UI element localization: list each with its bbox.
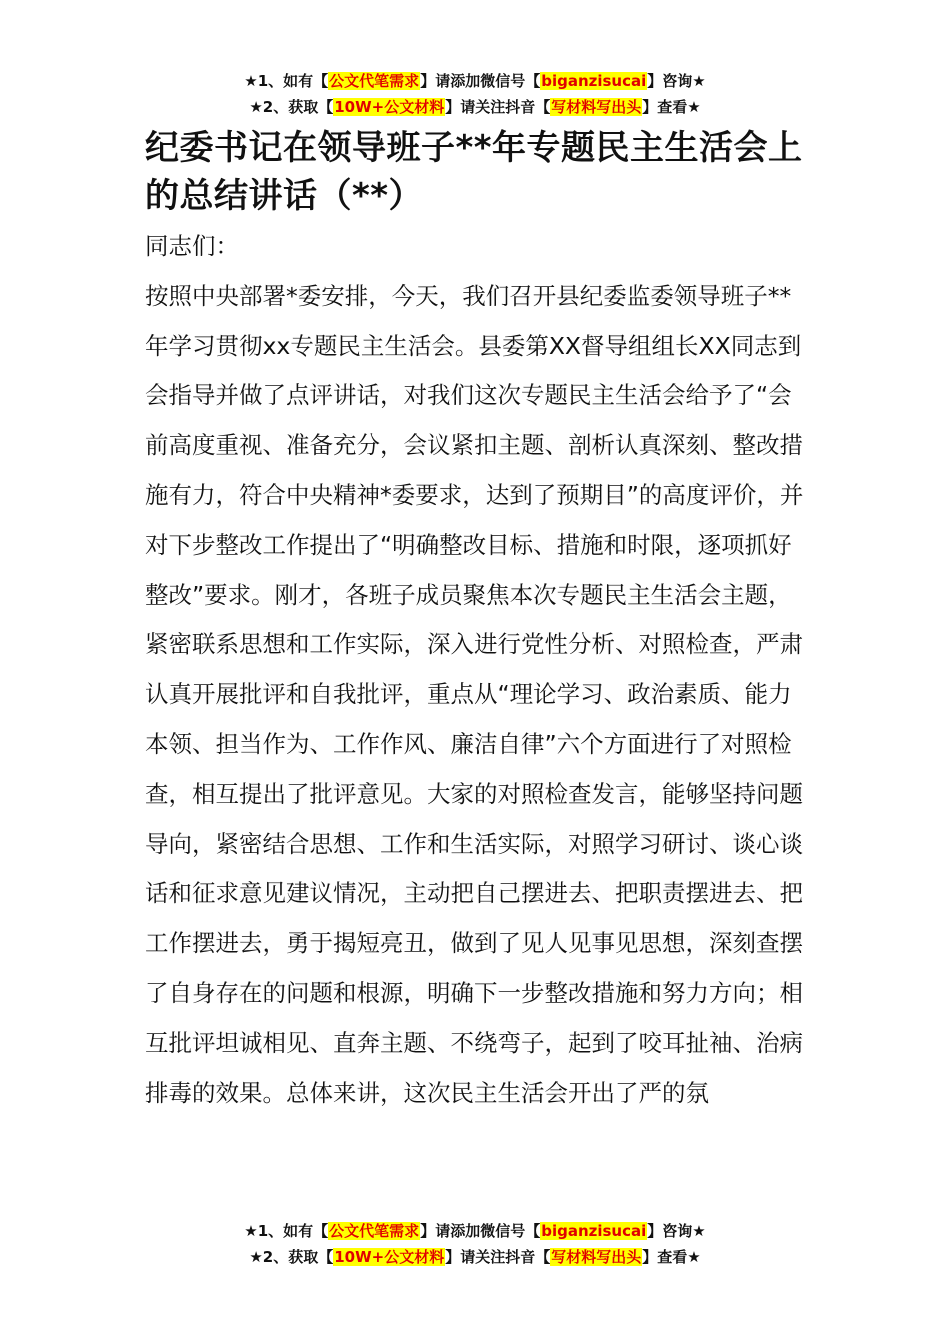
highlight-service: 公文代笔需求	[329, 72, 420, 90]
highlight-materials: 10W+公文材料	[334, 98, 445, 116]
highlight-wechat-id: biganzisucai	[541, 1222, 647, 1240]
promo-text: 】查看★	[642, 98, 701, 116]
promo-text: ★2、获取【	[249, 98, 334, 116]
highlight-douyin-account: 写材料写出头	[551, 1248, 642, 1266]
promo-text: 】咨询★	[647, 72, 706, 90]
promo-line-1	[0, 1218, 950, 1244]
promo-text: ★1、如有【	[244, 1222, 329, 1240]
top-promo-banner	[0, 68, 950, 120]
promo-text: 】咨询★	[647, 1222, 706, 1240]
promo-text: 】请添加微信号【	[420, 1222, 541, 1240]
promo-line-1	[0, 68, 950, 94]
promo-line-2	[0, 1244, 950, 1270]
promo-line-2	[0, 94, 950, 120]
promo-text: 】查看★	[642, 1248, 701, 1266]
highlight-materials: 10W+公文材料	[334, 1248, 445, 1266]
bottom-promo-banner	[0, 1218, 950, 1270]
body-paragraph: 按照中央部署*委安排，今天，我们召开县纪委监委领导班子**年学习贯彻xx专题民主生活会。县委第XX督导组组长XX同志到会指导并做了点评讲话，对我们这次专题民主生活会给予了“会前高度重视、准备充分，会议紧扣主题、剖析认真深刻、整改措施有力，符合中央精神*委要求，达到了预期目”的高度评价，并对下步整改工作提出了“明确整改目标、措施和时限，逐项抓好整改”要求。刚才，各班子成员聚焦本次专题民主生活会主题，紧密联系思想和工作实际，深入进行党性分析、对照检查，严肃认真开展批评和自我批评，重点从“理论学习、政治素质、能力本领、担当作为、工作作风、廉洁自律”六个方面进行了对照检查，相互提出了批评意见。大家的对照检查发言，能够坚持问题导向，紧密结合思想、工作和生活实际，对照学习研讨、谈心谈话和征求意见建议情况，主动把自己摆进去、把职责摆进去、把工作摆进去，勇于揭短亮丑，做到了见人见事见思想，深刻查摆了自身存在的问题和根源，明确下一步整改措施和努力方向；相互批评坦诚相见、直奔主题、不绕弯子，起到了咬耳扯袖、治病排毒的效果。总体来讲，这次民主生活会开出了严的氛	[145, 281, 804, 1107]
highlight-wechat-id: biganzisucai	[541, 72, 647, 90]
salutation: 同志们：	[145, 232, 239, 260]
document-body	[145, 222, 805, 1118]
document-title: 纪委书记在领导班子**年专题民主生活会上的总结讲话（**）	[145, 128, 803, 216]
promo-text: 】请关注抖音【	[445, 98, 551, 116]
promo-text: ★1、如有【	[244, 72, 329, 90]
promo-text: ★2、获取【	[249, 1248, 334, 1266]
promo-text: 】请关注抖音【	[445, 1248, 551, 1266]
highlight-service: 公文代笔需求	[329, 1222, 420, 1240]
promo-text: 】请添加微信号【	[420, 72, 541, 90]
highlight-douyin-account: 写材料写出头	[551, 98, 642, 116]
